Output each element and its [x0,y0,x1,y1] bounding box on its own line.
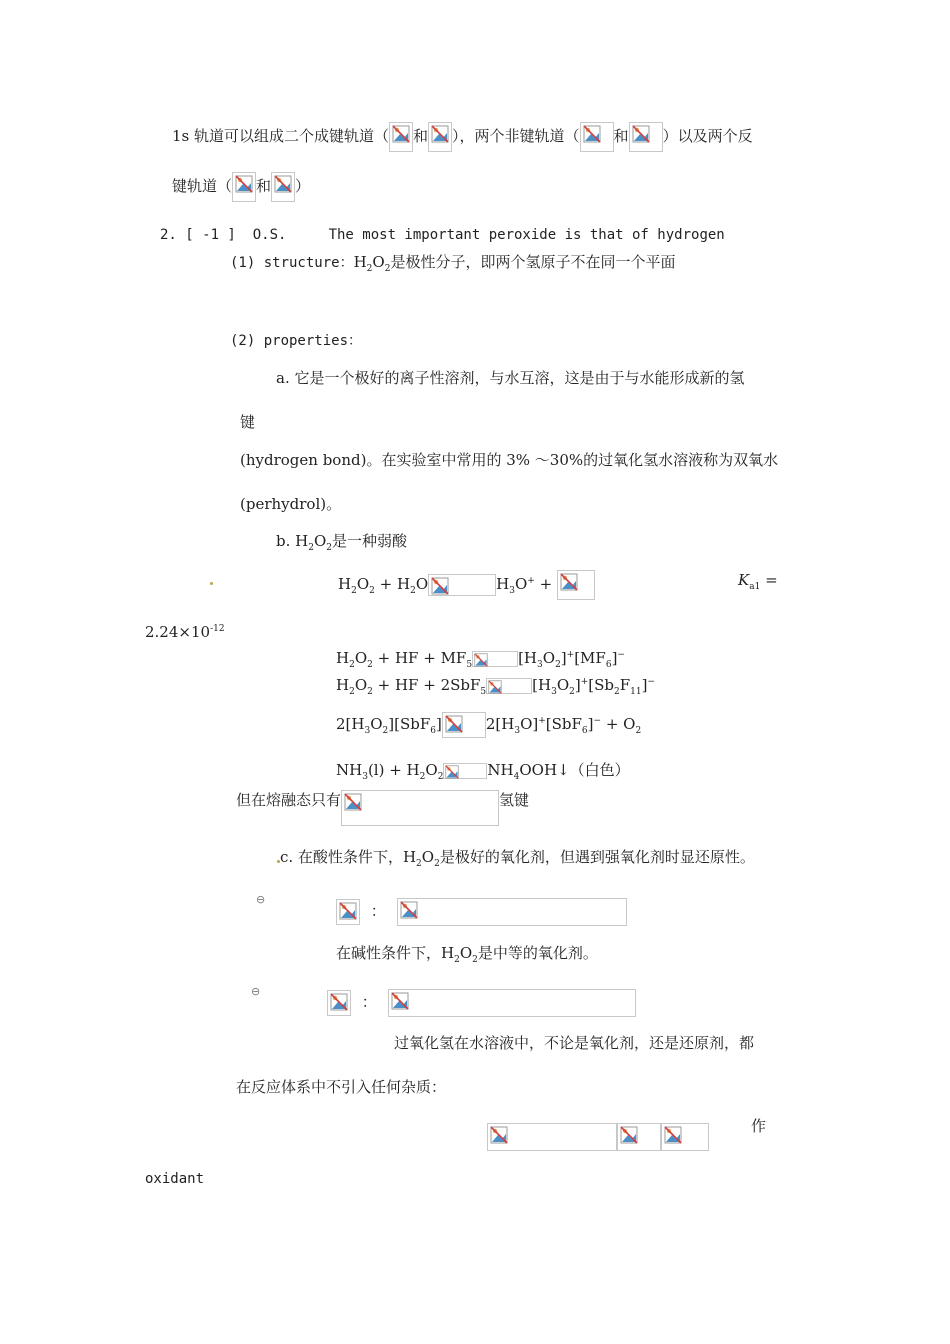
pure-line-2: 在反应体系中不引入任何杂质： [236,1078,447,1096]
zuo-text: 作 [751,1117,767,1135]
broken-image-icon [557,570,595,600]
properties-heading: (2) properties： [230,333,363,349]
broken-image-icon [428,574,496,596]
pure-line-1: 过氧化氢在水溶液中，不论是氧化剂，还是还原剂，都 [394,1034,755,1052]
orbital-text: ） [295,177,311,195]
equation-2: $H_2O_2$ + HF + $MF_5$ $[H_3O_2]^+[MF_6]^-$ [336,649,625,670]
broken-image-icon [661,1123,709,1151]
ka-symbol: $K_{a1}$ = [738,571,778,592]
orbital-line-2 [172,172,310,202]
prop-a-line-2: 键 [240,413,256,431]
broken-image-icon [443,763,487,779]
structure-line: (1) structure：$H_2O_2$是极性分子，即两个氢原子不在同一个平面 [230,253,676,274]
acid-equation-row: ： [336,898,627,926]
orbital-text: 键轨道（ [172,177,233,195]
and-text: 和 [613,127,629,145]
broken-image-icon [486,678,532,694]
marker-dot [210,582,213,585]
basic-equation-row: ： [327,989,636,1017]
orbital-text: ），两个非键轨道（ [452,127,580,145]
broken-image-icon [341,790,499,826]
broken-image-icon [388,989,636,1017]
small-circle-icon: ⊖ [256,893,266,906]
broken-image-icon [389,122,413,152]
equation-3: $H_2O_2$ + HF + 2SbF$_5$ $[H_3O_2]^+[Sb_2F_{11}]^-$ [336,676,656,697]
broken-image-icon [442,712,486,738]
broken-image-icon [232,172,256,202]
prop-a-line-3: (hydrogen bond)。在实验室中常用的 3% ～30%的过氧化氢水溶液称为双氧水 [240,451,779,469]
equation-4: $2[H_3O_2][SbF_6]$ $2[H_3O]^+[SbF_6]^- + O_2$ [336,712,641,738]
broken-image-icon [271,172,295,202]
broken-image-icon [580,122,614,152]
broken-image-icon [336,899,360,925]
equation-5: $NH_3(l) + H_2O_2$ $NH_4OOH↓$（白色） [336,761,630,782]
broken-image-icon [428,122,452,152]
and-text: 和 [256,177,272,195]
orbital-line-1 [172,122,753,152]
section-2-heading: 2. [ -1 ] O.S. The most important peroxide is that of hydrogen [160,227,725,243]
broken-image-icon [327,990,351,1016]
and-text: 和 [413,127,429,145]
prop-a-line-4: (perhydrol)。 [240,495,342,513]
prop-b-heading: b. $H_2O_2$是一种弱酸 [276,532,408,553]
prop-a-line-1: a. 它是一个极好的离子性溶剂，与水互溶，这是由于与水能形成新的氢 [276,369,745,387]
oxidant-equation-row [487,1123,709,1151]
broken-image-icon [487,1123,617,1151]
broken-image-icon [397,898,627,926]
molten-line: 但在熔融态只有 氢键 [236,790,529,826]
prop-c-heading: c. 在酸性条件下，$H_2O_2$是极好的氧化剂，但遇到强氧化剂时显还原性。 [280,848,755,869]
h2o2-formula: $H_2O_2$ [295,532,333,553]
orbital-text: ）以及两个反 [662,127,753,145]
oxidant-text: oxidant [145,1171,205,1187]
broken-image-icon [472,651,518,667]
ka-value: $2.24\times 10^{-12}$ [145,623,225,641]
h2o2-formula: $H_2O_2$ [353,253,391,274]
equation-1: $H_2O_2 + H_2O$ $H_3O^+$ + [338,570,595,600]
orbital-text: 1s 轨道可以组成二个成键轨道（ [172,127,390,145]
basic-line: 在碱性条件下，$H_2O_2$是中等的氧化剂。 [336,944,598,965]
broken-image-icon [617,1123,661,1151]
broken-image-icon [629,122,663,152]
small-circle-icon: ⊖ [251,985,261,998]
